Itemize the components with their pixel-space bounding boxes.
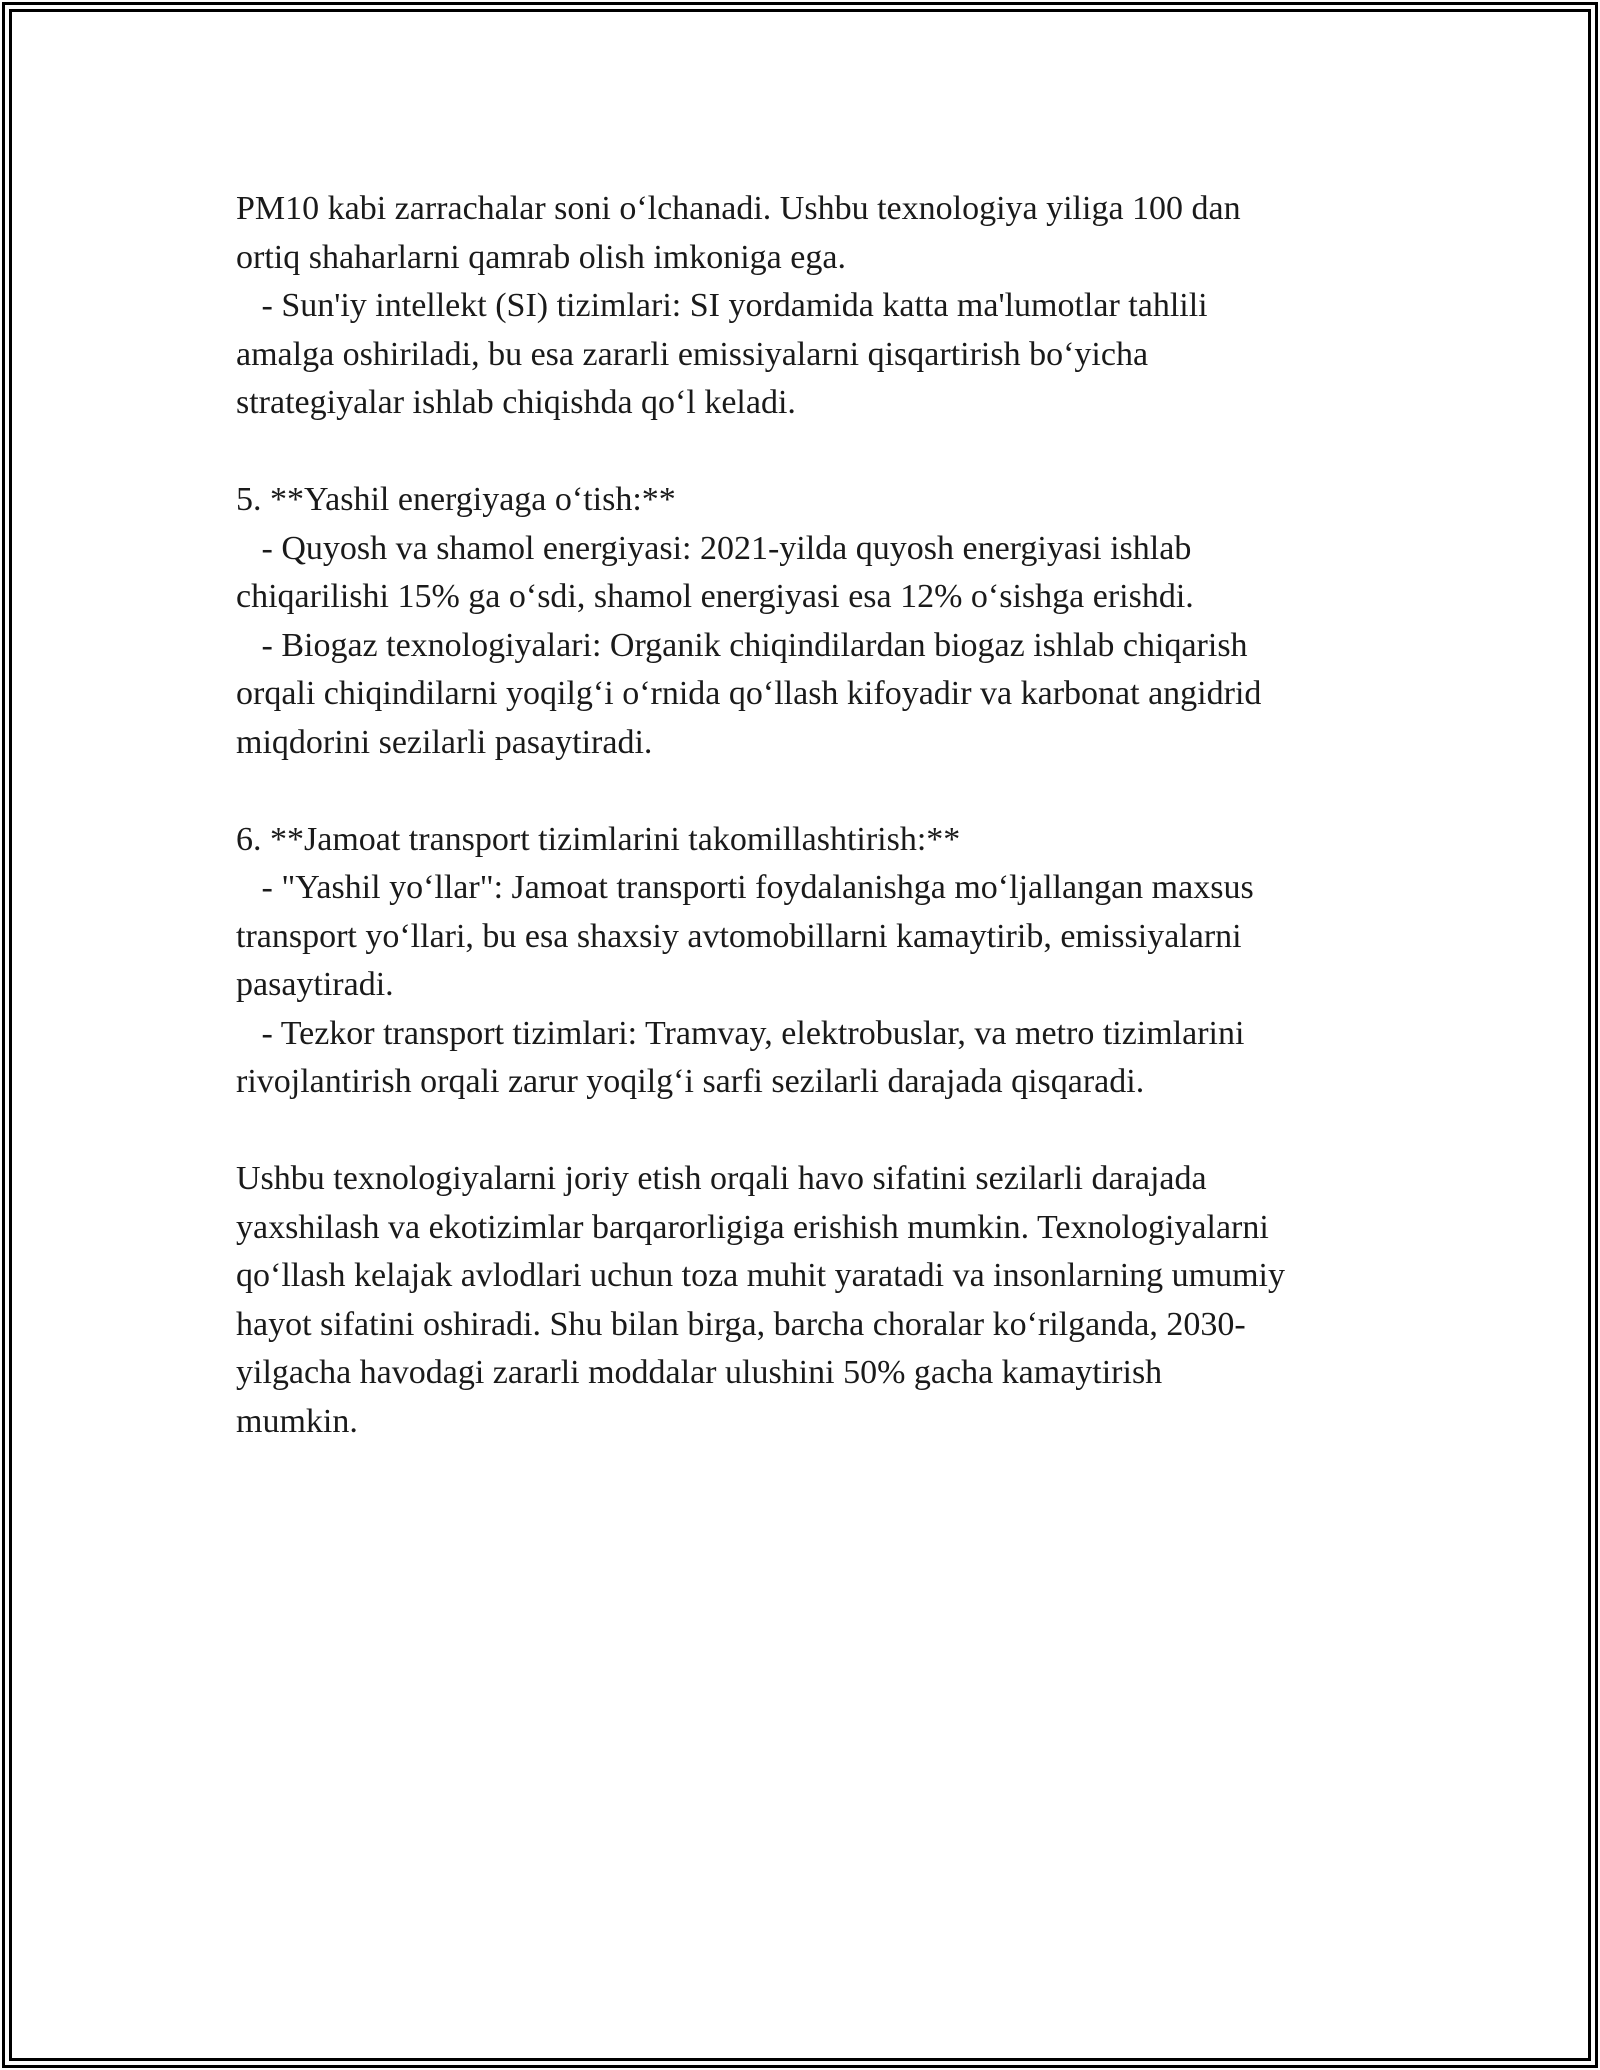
text-line: miqdorini sezilarli pasaytiradi.	[236, 723, 653, 761]
paragraph-gap	[236, 767, 1386, 816]
text-line: PM10 kabi zarrachalar soni o‘lchanadi. Ushbu texnologiya yiliga 100 dan	[236, 190, 1241, 227]
text-line: rivojlantirish orqali zarur yoqilg‘i sarfi sezilarli darajada qisqaradi.	[236, 1063, 1145, 1100]
text-line: hayot sifatini oshiradi. Shu bilan birga, barcha choralar ko‘rilganda, 2030-	[236, 1305, 1246, 1343]
text-line: amalga oshiriladi, bu esa zararli emissiyalarni qisqartirish bo‘yicha	[236, 335, 1149, 373]
text-line: orqali chiqindilarni yoqilg‘i o‘rnida qo‘llash kifoyadir va karbonat angidrid	[236, 675, 1262, 712]
text-line: - Sun'iy intellekt (SI) tizimlari: SI yordamida katta ma'lumotlar tahlili	[236, 287, 1208, 324]
text-line: yilgacha havodagi zararli moddalar ulushini 50% gacha kamaytirish	[236, 1354, 1163, 1391]
text-line: - Tezkor transport tizimlari: Tramvay, elektrobuslar, va metro tizimlarini	[236, 1014, 1245, 1052]
document-body	[236, 185, 1386, 1446]
section-heading: 6. **Jamoat transport tizimlarini takomillashtirish:**	[236, 820, 961, 858]
paragraph-conclusion	[236, 1155, 1386, 1446]
paragraph-monitoring-continuation	[236, 185, 1386, 428]
text-line: strategiyalar ishlab chiqishda qo‘l keladi.	[236, 384, 796, 421]
text-line: - "Yashil yo‘llar": Jamoat transporti foydalanishga mo‘ljallangan maxsus	[236, 869, 1254, 906]
text-line: yaxshilash va ekotizimlar barqarorligiga erishish mumkin. Texnologiyalarni	[236, 1208, 1269, 1246]
section-green-energy	[236, 476, 1386, 767]
text-line: ortiq shaharlarni qamrab olish imkoniga ega.	[236, 238, 846, 276]
text-line: qo‘llash kelajak avlodlari uchun toza muhit yaratadi va insonlarning umumiy	[236, 1257, 1286, 1294]
text-line: transport yo‘llari, bu esa shaxsiy avtomobillarni kamaytirib, emissiyalarni	[236, 917, 1242, 955]
section-heading: 5. **Yashil energiyaga o‘tish:**	[236, 481, 676, 518]
paragraph-gap	[236, 428, 1386, 477]
text-line: - Quyosh va shamol energiyasi: 2021-yilda quyosh energiyasi ishlab	[236, 529, 1192, 567]
text-line: chiqarilishi 15% ga o‘sdi, shamol energiyasi esa 12% o‘sishga erishdi.	[236, 578, 1194, 615]
section-public-transport	[236, 816, 1386, 1107]
text-line: - Biogaz texnologiyalari: Organik chiqindilardan biogaz ishlab chiqarish	[236, 626, 1248, 664]
text-line: pasaytiradi.	[236, 966, 394, 1003]
text-line: Ushbu texnologiyalarni joriy etish orqali havo sifatini sezilarli darajada	[236, 1160, 1207, 1197]
paragraph-gap	[236, 1107, 1386, 1156]
text-line: mumkin.	[236, 1402, 358, 1440]
